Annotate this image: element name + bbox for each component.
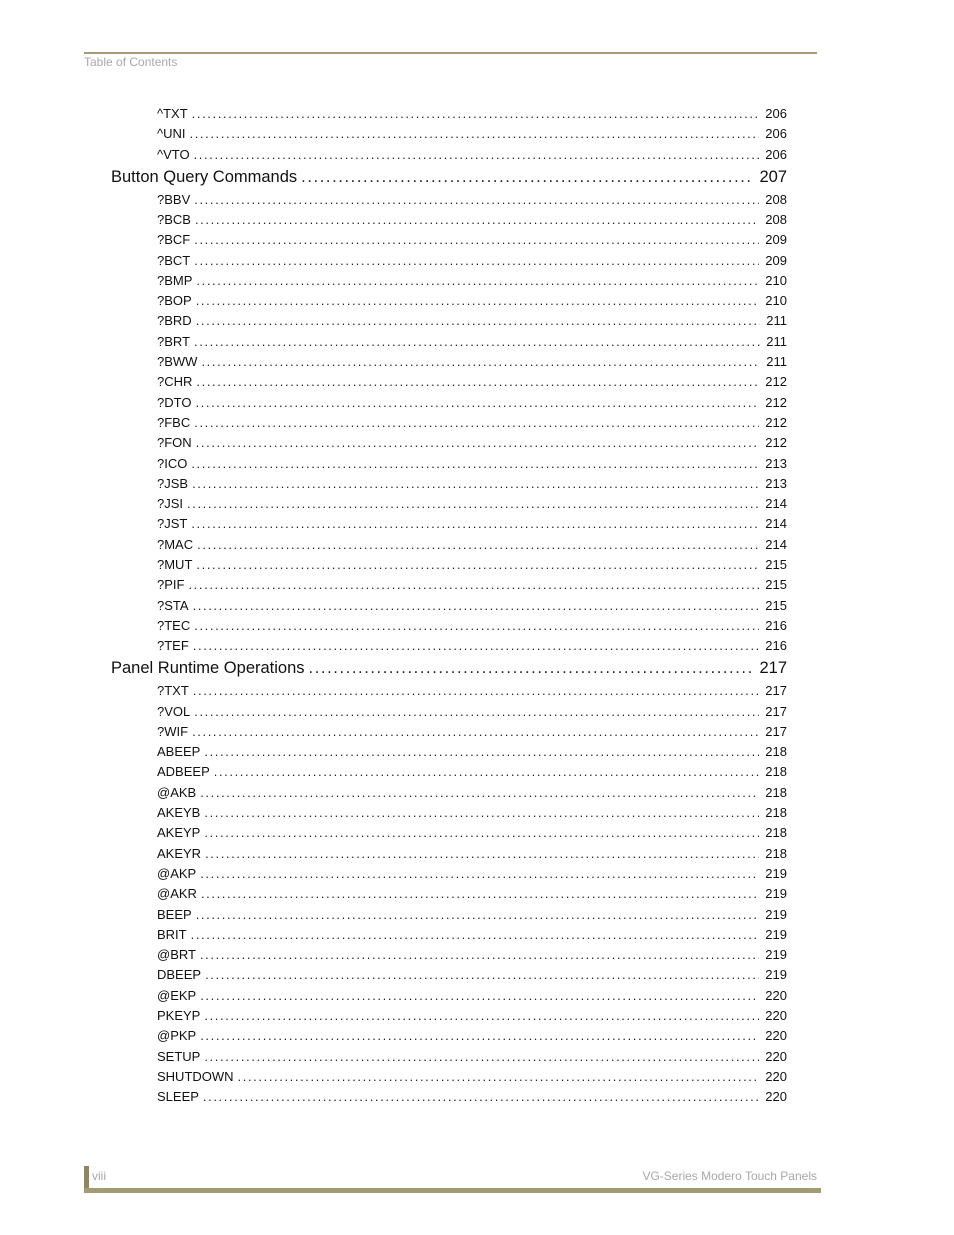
toc-leader-dots	[200, 947, 759, 962]
toc-leader-dots	[205, 846, 759, 861]
toc-entry[interactable]	[157, 537, 787, 555]
toc-entry-page: 220	[765, 1008, 787, 1023]
toc-entry-label: ?FON	[157, 435, 192, 451]
toc-leader-dots	[193, 683, 760, 698]
toc-entry-page: 206	[765, 106, 787, 121]
toc-entry-page: 217	[765, 723, 787, 739]
toc-entry[interactable]	[157, 212, 787, 230]
toc-entry[interactable]	[157, 846, 787, 864]
toc-entry[interactable]	[157, 598, 787, 616]
toc-leader-dots	[197, 537, 759, 552]
toc-entry-label: @AKB	[157, 784, 197, 800]
toc-entry-label: BEEP	[157, 906, 192, 922]
toc-entry-label: ?PIF	[157, 577, 185, 593]
toc-entry[interactable]	[157, 253, 787, 271]
toc-leader-dots	[201, 354, 760, 369]
toc-entry-page: 209	[765, 232, 787, 248]
toc-entry-label: ?JSB	[157, 475, 189, 491]
toc-entry-label: ?VOL	[157, 703, 191, 719]
toc-leader-dots	[238, 1069, 760, 1084]
toc-entry-page: 215	[765, 597, 787, 613]
toc-entry[interactable]	[157, 435, 787, 453]
toc-entry-label: ?JSI	[157, 496, 184, 512]
toc-entry-page: 219	[765, 947, 787, 963]
toc-entry-label: DBEEP	[157, 967, 202, 983]
toc-leader-dots	[205, 967, 759, 982]
toc-entry-label: ^TXT	[157, 106, 188, 121]
toc-entry-label: AKEYP	[157, 825, 201, 841]
toc-entry-page: 214	[765, 516, 787, 532]
toc-entry-label: AKEYR	[157, 845, 202, 861]
toc-entry-label: ?BCB	[157, 211, 191, 227]
toc-entry-label: PKEYP	[157, 1008, 201, 1023]
toc-entry-label: ?TEC	[157, 617, 191, 633]
toc-entry[interactable]	[157, 618, 787, 636]
toc-entry[interactable]	[157, 764, 787, 782]
toc-leader-dots	[195, 395, 759, 410]
toc-entry-page: 212	[765, 435, 787, 451]
toc-leader-dots	[187, 496, 759, 511]
toc-leader-dots	[192, 724, 759, 739]
toc-leader-dots	[193, 638, 760, 653]
toc-entry-page: 220	[765, 1089, 787, 1105]
toc-leader-dots	[191, 456, 759, 471]
toc-entry-page: 210	[765, 272, 787, 288]
toc-entry-label: Button Query Commands	[111, 167, 298, 186]
toc-entry-label: @PKP	[157, 1028, 197, 1044]
toc-entry-label: ?CHR	[157, 374, 193, 390]
toc-entry-label: @AKP	[157, 865, 197, 881]
toc-entry-label: Panel Runtime Operations	[111, 659, 305, 678]
toc-entry-page: 216	[765, 638, 787, 654]
toc-entry[interactable]	[157, 354, 787, 372]
toc-entry-label: ?TXT	[157, 683, 189, 699]
toc-entry[interactable]	[157, 147, 787, 165]
toc-leader-dots	[201, 886, 759, 901]
toc-entry[interactable]	[157, 744, 787, 762]
toc-entry-label: ?WIF	[157, 723, 189, 739]
toc-entry-page: 217	[765, 683, 787, 699]
toc-entry-label: ?BBV	[157, 191, 191, 207]
toc-entry[interactable]	[157, 638, 787, 656]
toc-entry-page: 220	[765, 1028, 787, 1044]
toc-entry-page: 218	[765, 784, 787, 800]
toc-entry-label: ADBEEP	[157, 764, 210, 780]
toc-entry-label: ?BRT	[157, 333, 190, 349]
toc-entry[interactable]	[157, 1089, 787, 1107]
toc-entry[interactable]	[157, 126, 787, 144]
toc-entry[interactable]	[157, 988, 787, 1006]
toc-leader-dots	[194, 232, 759, 247]
toc-leader-dots	[193, 598, 760, 613]
toc-leader-dots	[301, 168, 753, 187]
footer-rule	[84, 1188, 821, 1193]
toc-entry-label: ABEEP	[157, 744, 201, 760]
header-rule	[84, 52, 817, 54]
toc-entry-page: 210	[765, 293, 787, 309]
toc-entry-page: 219	[765, 865, 787, 881]
toc-entry-page: 220	[765, 987, 787, 1003]
toc-leader-dots	[200, 866, 759, 881]
toc-entry-label: ?BRD	[157, 313, 192, 329]
toc-entry-page: 211	[766, 313, 787, 329]
toc-entry-page: 214	[765, 496, 787, 512]
toc-entry[interactable]	[157, 496, 787, 514]
toc-leader-dots	[196, 907, 760, 922]
toc-entry-label: SETUP	[157, 1048, 201, 1064]
toc-entry-page: 211	[766, 354, 787, 369]
toc-leader-dots	[194, 704, 759, 719]
toc-entry-page: 220	[765, 1048, 787, 1064]
toc-leader-dots	[190, 126, 760, 141]
footer-page-number: viii	[92, 1169, 106, 1183]
toc-entry-label: ?MAC	[157, 536, 194, 552]
toc-entry[interactable]	[157, 374, 787, 392]
toc-leader-dots	[194, 415, 759, 430]
toc-entry-page: 209	[765, 252, 787, 268]
toc-entry[interactable]	[157, 516, 787, 534]
toc-leader-dots	[196, 313, 761, 328]
toc-entry-label: BRIT	[157, 926, 187, 942]
toc-entry-page: 218	[765, 845, 787, 861]
header-title: Table of Contents	[84, 55, 178, 69]
toc-entry[interactable]	[157, 683, 787, 701]
toc-entry-label: @BRT	[157, 947, 196, 963]
toc-leader-dots	[194, 147, 760, 162]
toc-leader-dots	[196, 374, 759, 389]
toc-entry[interactable]	[157, 1008, 787, 1026]
toc-entry-label: ?MUT	[157, 557, 193, 572]
toc-entry-page: 219	[765, 906, 787, 922]
toc-entry[interactable]	[157, 577, 787, 595]
toc-entry-page: 219	[765, 926, 787, 942]
toc-leader-dots	[195, 212, 759, 227]
toc-entry-page: 213	[765, 455, 787, 471]
toc-entry-page: 219	[765, 967, 787, 983]
toc-entry-page: 215	[765, 557, 787, 572]
toc-leader-dots	[204, 1008, 759, 1023]
toc-section-entry[interactable]	[111, 168, 787, 190]
toc-entry-label: ?BMP	[157, 272, 193, 288]
toc-entry[interactable]	[157, 557, 787, 575]
toc-leader-dots	[192, 476, 759, 491]
toc-entry-page: 218	[765, 744, 787, 760]
toc-entry-label: ?BWW	[157, 354, 198, 369]
toc-entry[interactable]	[157, 825, 787, 843]
toc-leader-dots	[196, 435, 760, 450]
toc-leader-dots	[196, 273, 759, 288]
toc-entry[interactable]	[157, 927, 787, 945]
toc-entry-page: 218	[765, 764, 787, 780]
toc-entry-label: ?ICO	[157, 455, 188, 471]
toc-entry-label: ?BOP	[157, 293, 192, 309]
toc-leader-dots	[194, 253, 759, 268]
toc-leader-dots	[200, 785, 759, 800]
toc-leader-dots	[196, 293, 760, 308]
toc-entry-page: 206	[765, 126, 787, 142]
toc-entry-label: ?BCF	[157, 232, 191, 248]
toc-entry-page: 218	[765, 825, 787, 841]
toc-entry-page: 207	[759, 167, 787, 186]
toc-entry-label: ^VTO	[157, 146, 190, 162]
toc-entry-label: ?STA	[157, 597, 189, 613]
toc-leader-dots	[204, 744, 759, 759]
toc-leader-dots	[200, 1028, 759, 1043]
footer-product-name: VG-Series Modero Touch Panels	[642, 1169, 817, 1183]
toc-leader-dots	[191, 927, 760, 942]
toc-entry[interactable]	[157, 805, 787, 823]
toc-entry-page: 212	[765, 374, 787, 390]
toc-entry[interactable]	[157, 907, 787, 925]
toc-entry-page: 215	[765, 577, 787, 593]
toc-entry-page: 206	[765, 146, 787, 162]
toc-entry-label: ?TEF	[157, 638, 189, 654]
toc-entry[interactable]	[157, 232, 787, 250]
toc-entry-label: ^UNI	[157, 126, 186, 142]
toc-entry-label: SHUTDOWN	[157, 1068, 234, 1084]
toc-entry-label: ?BCT	[157, 252, 191, 268]
toc-entry[interactable]	[157, 415, 787, 433]
toc-entry[interactable]	[157, 334, 787, 352]
toc-leader-dots	[200, 988, 759, 1003]
toc-entry[interactable]	[157, 313, 787, 331]
toc-entry[interactable]	[157, 1049, 787, 1067]
toc-entry-page: 218	[765, 805, 787, 820]
toc-entry-label: @EKP	[157, 987, 197, 1003]
toc-entry-page: 220	[765, 1068, 787, 1084]
toc-leader-dots	[214, 764, 760, 779]
toc-entry[interactable]	[157, 273, 787, 291]
toc-entry-page: 212	[765, 394, 787, 410]
toc-leader-dots	[204, 805, 759, 820]
toc-entry-label: AKEYB	[157, 805, 201, 820]
toc-entry[interactable]	[157, 456, 787, 474]
toc-entry-label: @AKR	[157, 886, 197, 902]
toc-entry-page: 214	[765, 536, 787, 552]
toc-entry[interactable]	[157, 476, 787, 494]
toc-entry-page: 212	[765, 414, 787, 430]
toc-leader-dots	[194, 618, 759, 633]
toc-entry[interactable]	[157, 866, 787, 884]
toc-leader-dots	[196, 557, 759, 572]
toc-section-entry[interactable]	[111, 659, 787, 681]
toc-entry[interactable]	[157, 967, 787, 985]
toc-entry-page: 208	[765, 211, 787, 227]
toc-leader-dots	[191, 516, 759, 531]
toc-entry-label: ?JST	[157, 516, 188, 532]
toc-entry[interactable]	[157, 293, 787, 311]
toc-entry[interactable]	[157, 1069, 787, 1087]
toc-entry[interactable]	[157, 106, 787, 124]
toc-entry[interactable]	[157, 1028, 787, 1046]
toc-entry-page: 213	[765, 475, 787, 491]
toc-entry-label: ?FBC	[157, 414, 191, 430]
toc-entry-page: 216	[765, 617, 787, 633]
toc-entry[interactable]	[157, 724, 787, 742]
toc-entry-page: 217	[759, 659, 787, 678]
toc-leader-dots	[203, 1089, 759, 1104]
toc-entry[interactable]	[157, 785, 787, 803]
toc-entry[interactable]	[157, 192, 787, 210]
toc-leader-dots	[204, 1049, 759, 1064]
toc-entry-page: 217	[765, 703, 787, 719]
toc-leader-dots	[194, 334, 760, 349]
toc-entry[interactable]	[157, 704, 787, 722]
toc-entry[interactable]	[157, 947, 787, 965]
toc-leader-dots	[194, 192, 759, 207]
toc-leader-dots	[188, 577, 759, 592]
toc-leader-dots	[309, 659, 754, 678]
toc-entry[interactable]	[157, 395, 787, 413]
toc-leader-dots	[204, 825, 759, 840]
toc-entry-label: SLEEP	[157, 1089, 199, 1105]
toc-leader-dots	[192, 106, 760, 121]
toc-entry-label: ?DTO	[157, 394, 192, 410]
toc-entry-page: 219	[765, 886, 787, 902]
toc-entry[interactable]	[157, 886, 787, 904]
toc-entry-page: 211	[766, 333, 787, 349]
toc-entry-page: 208	[765, 191, 787, 207]
